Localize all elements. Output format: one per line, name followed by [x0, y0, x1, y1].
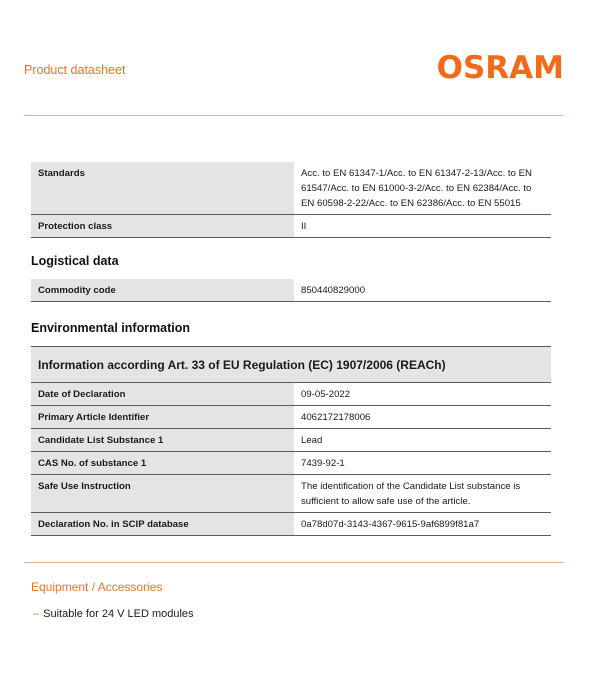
logistical-title: Logistical data: [31, 254, 119, 268]
row-key-candidate-list-substance: Candidate List Substance 1: [31, 429, 294, 452]
row-value-primary-article-identifier: 4062172178006: [294, 406, 551, 429]
environmental-title: Environmental information: [31, 321, 191, 335]
reach-table: [31, 346, 551, 536]
row-key-primary-article-identifier: Primary Article Identifier: [31, 406, 294, 429]
osram-logo: OSRAM: [436, 50, 564, 86]
table-row: [31, 383, 551, 406]
dash-bullet-icon: –: [33, 608, 40, 620]
table-row: [31, 513, 551, 536]
row-key-commodity-code: Commodity code: [31, 279, 294, 302]
reach-table-title: Information according Art. 33 of EU Regulation (EC) 1907/2006 (REACh): [31, 347, 551, 383]
row-value-candidate-list-substance: Lead: [294, 429, 551, 452]
row-value-date-of-declaration: 09-05-2022: [294, 383, 551, 406]
equipment-title: Equipment / Accessories: [31, 580, 163, 594]
equipment-item-text: Suitable for 24 V LED modules: [43, 608, 194, 620]
row-key-scip-declaration-number: Declaration No. in SCIP database: [31, 513, 294, 536]
row-value-standards: Acc. to EN 61347-1/Acc. to EN 61347-2-13/Acc. to EN 61547/Acc. to EN 61000-3-2/Acc. to EN 62384/Acc. to EN 60598-2-22/Acc. to EN 62386/Acc. to EN 55015: [294, 162, 551, 215]
row-value-safe-use-instruction: The identification of the Candidate List substance is sufficient to allow safe use of the article.: [294, 475, 551, 513]
table-row: [31, 162, 551, 215]
header-divider: [24, 115, 564, 116]
reach-table-header: [31, 347, 551, 383]
table-row: [31, 475, 551, 513]
row-key-safe-use-instruction: Safe Use Instruction: [31, 475, 294, 513]
datasheet-label: Product datasheet: [24, 63, 126, 77]
table-row: [31, 406, 551, 429]
footer-divider: [24, 562, 564, 563]
table-row: [31, 215, 551, 238]
row-value-protection-class: II: [294, 215, 551, 238]
row-value-scip-declaration-number: 0a78d07d-3143-4367-9615-9af6899f81a7: [294, 513, 551, 536]
row-key-cas-number: CAS No. of substance 1: [31, 452, 294, 475]
logistical-table: [31, 279, 551, 302]
table-row: [31, 452, 551, 475]
row-key-protection-class: Protection class: [31, 215, 294, 238]
row-value-commodity-code: 850440829000: [294, 279, 551, 302]
technical-table: [31, 162, 551, 238]
row-key-standards: Standards: [31, 162, 294, 215]
table-row: [31, 279, 551, 302]
table-row: [31, 429, 551, 452]
row-value-cas-number: 7439-92-1: [294, 452, 551, 475]
list-item: [33, 608, 194, 620]
row-key-date-of-declaration: Date of Declaration: [31, 383, 294, 406]
